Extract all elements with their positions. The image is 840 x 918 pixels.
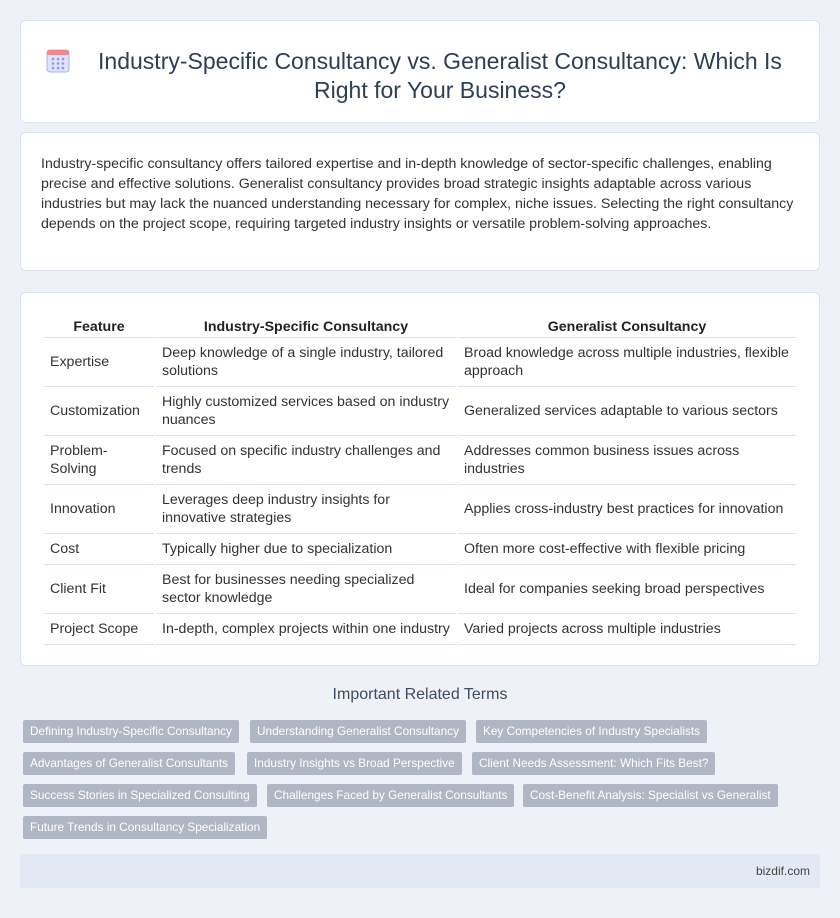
feature-cell: Project Scope	[44, 614, 154, 645]
generalist-cell: Ideal for companies seeking broad perspectives	[458, 565, 796, 614]
related-term-link[interactable]: Understanding Generalist Consultancy	[250, 720, 466, 743]
footer-site-link[interactable]: bizdif.com	[755, 864, 810, 878]
industry-cell: Deep knowledge of a single industry, tailored solutions	[156, 338, 456, 387]
feature-cell: Expertise	[44, 338, 154, 387]
related-term-link[interactable]: Cost-Benefit Analysis: Specialist vs Generalist	[523, 784, 778, 807]
header-industry-specific: Industry-Specific Consultancy	[156, 316, 456, 338]
industry-cell: Focused on specific industry challenges and trends	[156, 436, 456, 485]
title-card	[20, 20, 820, 123]
industry-cell: In-depth, complex projects within one industry	[156, 614, 456, 645]
generalist-cell: Generalized services adaptable to various sectors	[458, 387, 796, 436]
feature-cell: Problem-Solving	[44, 436, 154, 485]
comparison-table	[42, 316, 798, 645]
generalist-cell: Broad knowledge across multiple industries, flexible approach	[458, 338, 796, 387]
table-row	[44, 485, 796, 534]
related-term-link[interactable]: Future Trends in Consultancy Specialization	[23, 816, 267, 839]
header-generalist: Generalist Consultancy	[458, 316, 796, 338]
related-term-link[interactable]: Advantages of Generalist Consultants	[23, 752, 235, 775]
intro-card	[20, 132, 820, 271]
intro-paragraph: Industry-specific consultancy offers tailored expertise and in-depth knowledge of sector-specific challenges, enabling precise and effective solutions. Generalist consultancy provides broad strategic insights adaptable across various industries but may lack the nuanced understanding necessary for complex, niche issues. Selecting the right consultancy depends on the project scope, requiring targeted industry insights or versatile problem-solving approaches.	[41, 156, 794, 232]
related-term-link[interactable]: Defining Industry-Specific Consultancy	[23, 720, 239, 743]
feature-cell: Client Fit	[44, 565, 154, 614]
footer-bar	[20, 854, 820, 888]
related-terms-heading: Important Related Terms	[332, 686, 508, 703]
generalist-cell: Applies cross-industry best practices for innovation	[458, 485, 796, 534]
generalist-cell: Often more cost-effective with flexible pricing	[458, 534, 796, 565]
table-row	[44, 614, 796, 645]
table-row	[44, 565, 796, 614]
industry-cell: Highly customized services based on industry nuances	[156, 387, 456, 436]
comparison-card	[20, 292, 820, 666]
table-row	[44, 387, 796, 436]
feature-cell: Customization	[44, 387, 154, 436]
feature-cell: Innovation	[44, 485, 154, 534]
table-row	[44, 436, 796, 485]
table-row	[44, 338, 796, 387]
industry-cell: Leverages deep industry insights for innovative strategies	[156, 485, 456, 534]
generalist-cell: Varied projects across multiple industries	[458, 614, 796, 645]
related-term-link[interactable]: Client Needs Assessment: Which Fits Best?	[472, 752, 715, 775]
related-term-link[interactable]: Key Competencies of Industry Specialists	[476, 720, 707, 743]
industry-cell: Typically higher due to specialization	[156, 534, 456, 565]
page-title: Industry-Specific Consultancy vs. Generalist Consultancy: Which Is Right for Your Business?	[98, 48, 782, 103]
header-feature: Feature	[44, 316, 154, 338]
feature-cell: Cost	[44, 534, 154, 565]
related-term-link[interactable]: Industry Insights vs Broad Perspective	[247, 752, 462, 775]
table-header-row	[44, 316, 796, 338]
industry-cell: Best for businesses needing specialized sector knowledge	[156, 565, 456, 614]
related-term-link[interactable]: Success Stories in Specialized Consulting	[23, 784, 257, 807]
table-row	[44, 534, 796, 565]
related-term-link[interactable]: Challenges Faced by Generalist Consultants	[267, 784, 514, 807]
generalist-cell: Addresses common business issues across industries	[458, 436, 796, 485]
